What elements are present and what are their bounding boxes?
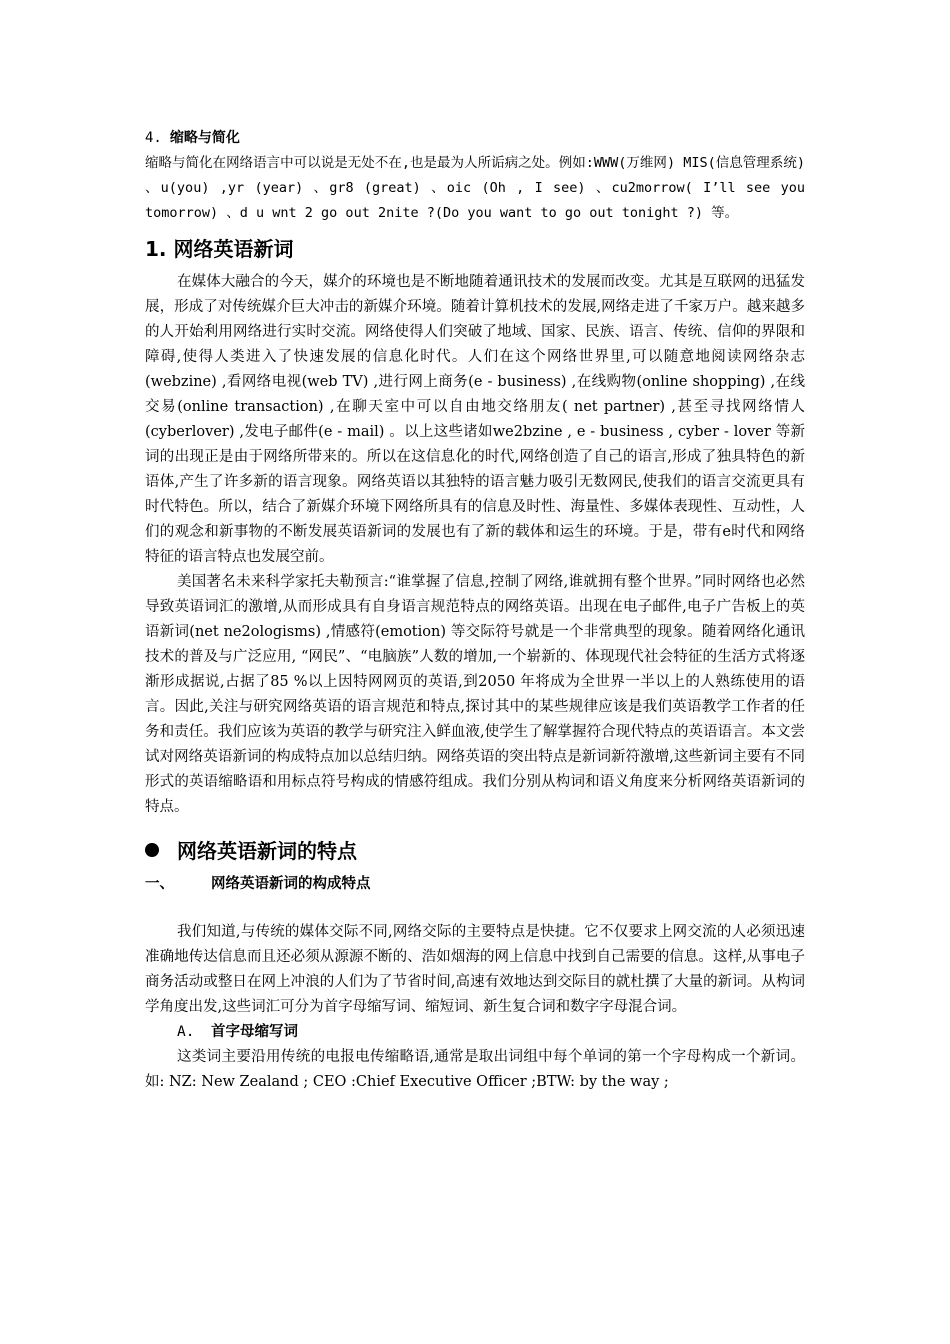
level2-heading bbox=[145, 870, 805, 898]
section-4-heading bbox=[145, 126, 805, 151]
bullet-dot-icon bbox=[145, 843, 159, 857]
level3-number: A. bbox=[177, 1024, 195, 1040]
level2-number: 一、 bbox=[145, 876, 174, 892]
paragraph-2: 美国著名未来科学家托夫勒预言:“谁掌握了信息,控制了网络,谁就拥有整个世界。”同时网络也必然导致英语词汇的激增,从而形成具有自身语言规范特点的网络英语。出现在电子邮件,电子广告板上的英语新词(net ne2ologisms) ,情感符(emotion) 等交际符号就是一个非常典型的现象。随着网络化通讯技术的普及与广泛应用, “网民”、“电脑族”人数的增加,一个崭新的、体现现代社会特征的生活方式将逐渐形成据说,占据了85 %以上因特网网页的英语,到2050 年将成为全世界一半以上的人熟练使用的语言。因此,关注与研究网络英语的语言规范和特点,探讨其中的某些规律应该是我们英语教学工作者的任务和责任。我们应该为英语的教学与研究注入鲜血液,使学生了解掌握符合现代特点的英语语言。本文尝试对网络英语新词的构成特点加以总结归纳。网络英语的突出特点是新词新符激增,这些新词主要有不同形式的英语缩略语和用标点符号构成的情感符组成。我们分别从构词和语义角度来分析网络英语新词的特点。 bbox=[145, 574, 805, 815]
paragraph-1: 在媒体大融合的今天，媒介的环境也是不断地随着通讯技术的发展而改变。尤其是互联网的迅猛发展，形成了对传统媒介巨大冲击的新媒介环境。随着计算机技术的发展,网络走进了千家万户。越来越多的人开始利用网络进行实时交流。网络使得人们突破了地域、国家、民族、语言、传统、信仰的界限和障碍,使得人类进入了快速发展的信息化时代。人们在这个网络世界里,可以随意地阅读网络杂志(webzine) ,看网络电视(web TV) ,进行网上商务(e - business) ,在线购物(online shopping) ,在线交易(online transaction) ,在聊天室中可以自由地交络朋友( net partner) ,甚至寻找网络情人(cyberlover) ,发电子邮件(e - mail) 。以上这些诸如we2bzine , e - business , cyber - lover 等新词的出现正是由于网络所带来的。所以在这信息化的时代,网络创造了自己的语言,形成了独具特色的新语体,产生了许多新的语言现象。网络英语以其独特的语言魅力吸引无数网民,使我们的语言交流更具有时代特色。所以，结合了新媒介环境下网络所具有的信息及时性、海量性、多媒体表现性、互动性，人们的观念和新事物的不断发展英语新词的发展也有了新的载体和运生的环境。于是，带有e时代和网络特征的语言特点也发展空前。 bbox=[145, 274, 805, 565]
document-page bbox=[145, 126, 805, 1095]
heading-1: 1. 网络英语新词 bbox=[145, 237, 294, 261]
level2-title: 网络英语新词的构成特点 bbox=[211, 876, 371, 892]
level3-heading bbox=[145, 1020, 805, 1045]
section-4-text: 缩略与简化在网络语言中可以说是无处不在,也是最为人所诟病之处。例如:WWW(万维网) MIS(信息管理系统) 、u(you) ,yr (year) 、gr8 (great) 、oic (Oh , I see) 、cu2morrow( I’ll see you tomorrow) 、d u wnt 2 go out 2nite ?(Do you want to go out tonight ?) 等。 bbox=[145, 155, 805, 221]
level3-title: 首字母缩写词 bbox=[211, 1024, 298, 1040]
paragraph-4: 这类词主要沿用传统的电报电传缩略语,通常是取出词组中每个单词的第一个字母构成一个新词。如: NZ: New Zealand ; CEO :Chief Executive Officer ;BTW: by the way ; bbox=[145, 1049, 805, 1090]
bullet-heading bbox=[145, 834, 805, 868]
section-4-title: 缩略与简化 bbox=[169, 130, 240, 146]
paragraph-3: 我们知道,与传统的媒体交际不同,网络交际的主要特点是快捷。它不仅要求上网交流的人必须迅速准确地传达信息而且还必须从源源不断的、浩如烟海的网上信息中找到自己需要的信息。这样,从事电子商务活动或整日在网上冲浪的人们为了节省时间,高速有效地达到交际目的就杜撰了大量的新词。从构词学角度出发,这些词汇可分为首字母缩写词、缩短词、新生复合词和数字字母混合词。 bbox=[145, 924, 805, 1015]
bullet-heading-text: 网络英语新词的特点 bbox=[177, 839, 357, 863]
section-4-number: 4. bbox=[145, 130, 162, 146]
